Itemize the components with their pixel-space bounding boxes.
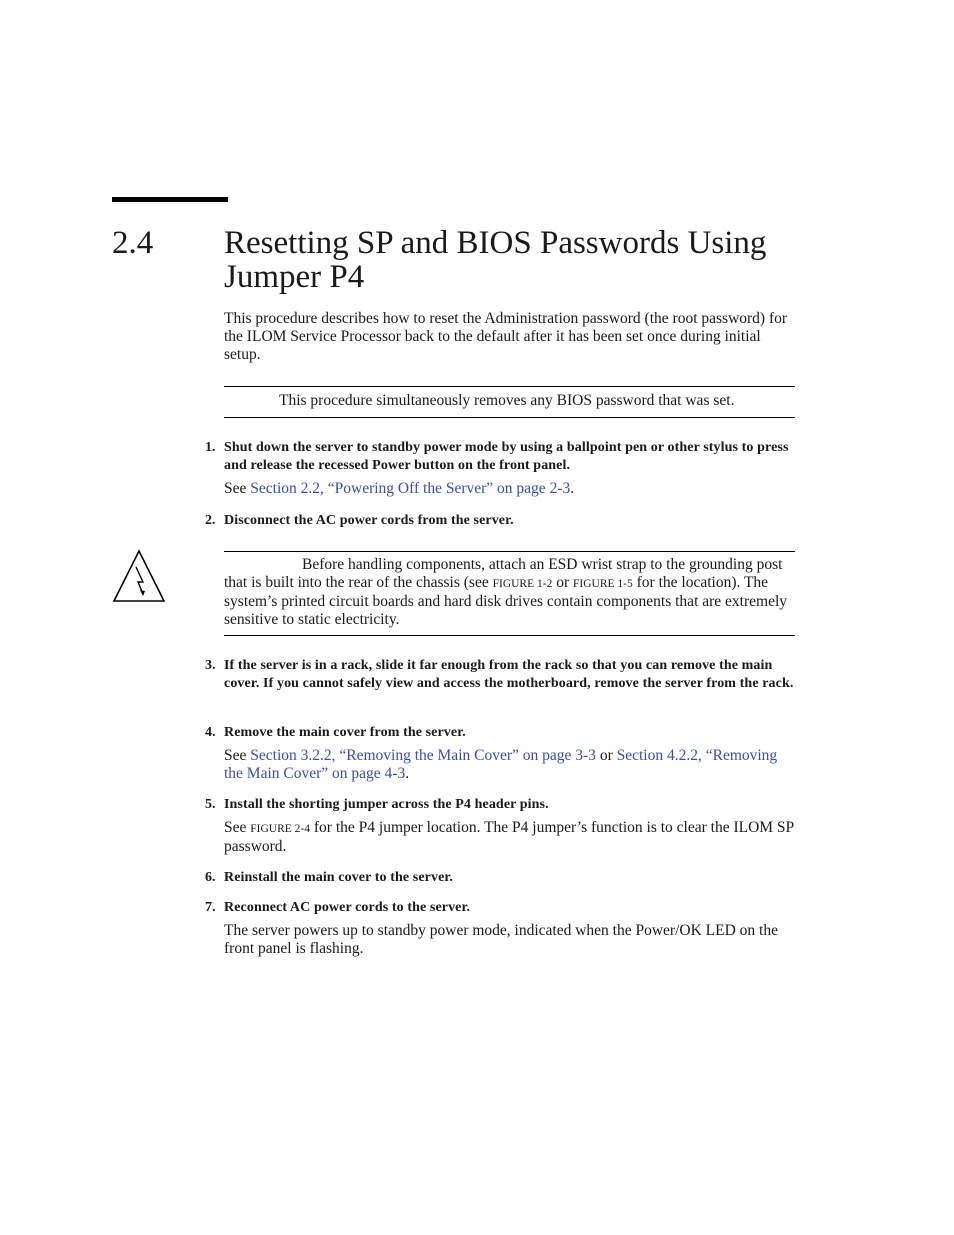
note-bottom-rule [224,417,795,418]
note-text: This procedure simultaneously removes any BIOS password that was set. [279,392,735,409]
figure-ref: FIGURE [492,578,535,590]
step-text: Shut down the server to standby power mode by using a ballpoint pen or other stylus to press and release the recessed Power button on the front panel. [224,440,789,473]
figure-ref-number: 2-4 [291,823,311,835]
section-rule [112,197,228,202]
step-text: Reinstall the main cover to the server. [224,870,454,885]
step-text: If the server is in a rack, slide it far enough from the rack so that you can remove the main cover. If you cannot safely view and access the motherboard, remove the server from the rack. [224,658,794,691]
figure-ref: FIGURE [250,823,292,835]
detail-text: See [224,747,251,764]
detail-text: . [570,480,575,497]
step-detail [224,819,799,856]
step-number: 2. [205,513,216,528]
step-text: Install the shorting jumper across the P4 header pins. [224,797,549,812]
section-number: 2.4 [112,225,154,261]
intro-paragraph: This procedure describes how to reset the Administration password (the root password) for the ILOM Service Processor back to the default after it has been set once during initial setup. [224,310,788,363]
detail-text: for the P4 jumper location. The P4 jumper’s function is to clear the ILOM SP password. [224,819,794,855]
step-detail [224,480,799,498]
caution-top-rule [224,551,795,552]
section-title: Resetting SP and BIOS Passwords Using Jumper P4 [224,225,767,295]
detail-text: See [224,819,251,836]
step-text: Reconnect AC power cords to the server. [224,900,471,915]
electrical-hazard-icon [112,549,166,603]
caution-text [224,556,796,629]
step-number: 5. [205,797,216,812]
step-detail: The server powers up to standby power mode, indicated when the Power/OK LED on the front panel is flashing. [224,922,778,957]
step-number: 6. [205,870,216,885]
xref-link[interactable]: Section 4.2.2, “Removing the Main Cover” on page 4-3 [224,747,778,782]
step-number: 1. [205,440,216,455]
caution-bottom-rule [224,635,795,636]
detail-text: . [405,765,410,782]
step-text: Disconnect the AC power cords from the server. [224,513,514,528]
figure-ref-number: 1-2 [534,578,553,590]
step-number: 4. [205,725,216,740]
step-number: 7. [205,900,216,915]
caution-part: Before handling components, attach an ESD wrist strap to the grounding post that is built into the rear of the chassis (see [224,556,783,591]
detail-text: See [224,480,251,497]
detail-text: or [595,747,617,764]
note-top-rule [224,386,795,387]
xref-link[interactable]: Section 3.2.2, “Removing the Main Cover” on page 3-3 [250,747,596,764]
xref-link[interactable]: Section 2.2, “Powering Off the Server” on page 2-3 [250,480,571,497]
step-text: Remove the main cover from the server. [224,725,466,740]
step-number: 3. [205,658,216,673]
caution-part: or [552,574,574,591]
figure-ref: FIGURE [573,578,615,590]
step-detail [224,747,799,783]
caution-part: for the location). The system’s printed circuit boards and hard disk drives contain components that are extremely sensitive to static electricity. [224,574,788,628]
figure-ref-number: 1-5 [614,578,633,590]
